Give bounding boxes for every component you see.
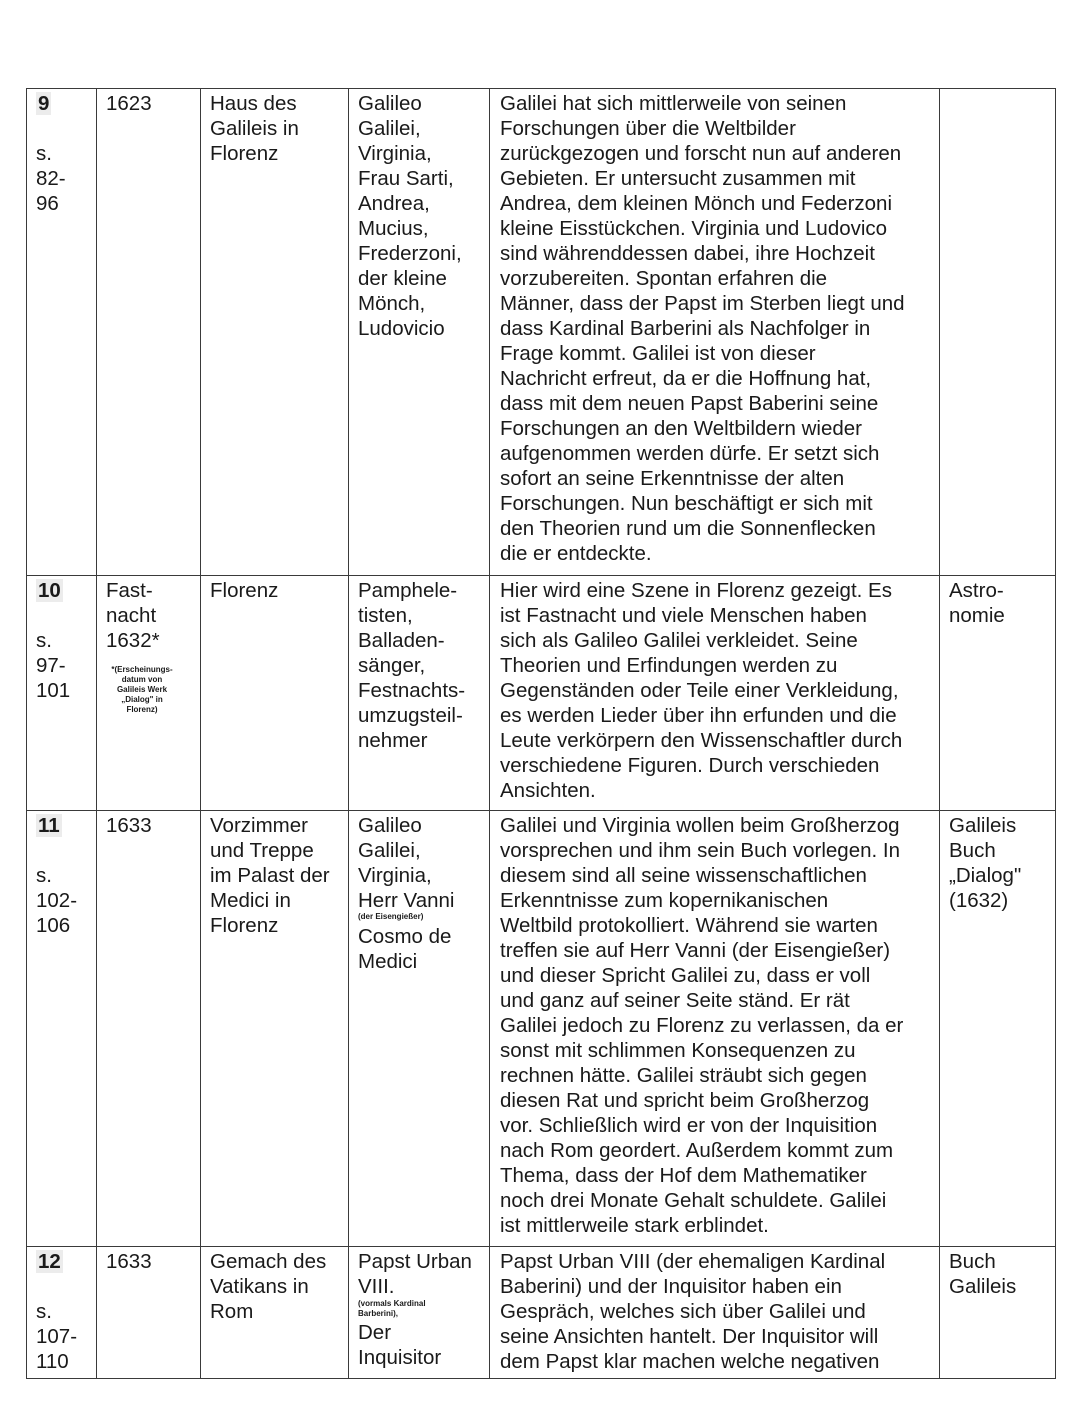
scene-cell [27, 576, 97, 811]
table-row [27, 576, 1056, 811]
scene-number: 11 [38, 814, 60, 837]
page-range: s. 107- 110 [36, 1300, 78, 1373]
scene-cell [27, 811, 97, 1247]
year-cell: 1623 [97, 89, 201, 576]
persons-cell [349, 811, 490, 1247]
scene-number: 10 [38, 579, 61, 602]
topic-cell [940, 89, 1056, 576]
year-footnote: *(Erscheinungs- datum von Galileis Werk „Dialog" in Florenz) [111, 665, 173, 714]
persons-text: Papst Urban VIII. [358, 1250, 472, 1298]
description-cell: Hier wird eine Szene in Florenz gezeigt. Es ist Fastnacht und viele Menschen haben sich als Galileo Galilei verkleidet. Seine Theorien und Erfindungen werden zu Gegenständen oder Teile einer Verkleidung, es werden Lieder über ihn erfunden und die Leute verkörpern den Wissenschaftler durch verschiedene Figuren. Durch verschieden Ansichten. [490, 576, 940, 811]
description-cell: Galilei hat sich mittlerweile von seinen Forschungen über die Weltbilder zurückgezogen und forscht nun auf anderen Gebieten. Er untersucht zusammen mit Andrea, dem kleinen Mönch und Federzoni kleine Eisstückchen. Virginia und Ludovico sind währenddessen dabei, ihre Hochzeit vorzubereiten. Spontan erfahren die Männer, dass der Papst im Sterben liegt und dass Kardinal Barberini als Nachfolger in Frage kommt. Galilei ist von dieser Nachricht erfreut, da er die Hoffnung hat, dass mit dem neuen Papst Baberini seine Forschungen an den Weltbildern wieder aufgenommen werden dürfe. Er setzt sich sofort an seine Erkenntnisse der alten Forschungen. Nun beschäftigt er sich mit den Theorien rund um die Sonnenflecken die er entdeckte. [490, 89, 940, 576]
page-range: s. 97- 101 [36, 629, 71, 702]
scene-cell [27, 89, 97, 576]
description-cell: Galilei und Virginia wollen beim Großherzog vorsprechen und ihm sein Buch vorlegen. In diesem sind all seine wissenschaftlichen Erkenntnisse zum kopernikanischen Weltbild protokolliert. Während sie warten treffen sie auf Herr Vanni (der Eisengießer) und dieser Spricht Galilei zu, dass er voll und ganz auf seiner Seite ständ. Er rät Galilei jedoch zu Florenz zu verlassen, da er sonst mit schlimmen Konsequenzen zu rechnen hätte. Galilei sträubt sich gegen diesen Rat und spricht beim Großherzog vor. Schließlich wird er von der Inquisition nach Rom geordert. Außerdem kommt zum Thema, dass der Hof dem Mathematiker noch drei Monate Gehalt schuldete. Galilei ist mittlerweile stark erblindet. [490, 811, 940, 1247]
place-cell: Gemach des Vatikans in Rom [201, 1247, 349, 1379]
place-cell: Haus des Galileis in Florenz [201, 89, 349, 576]
scene-cell [27, 1247, 97, 1379]
persons-cell: Galileo Galilei, Virginia, Frau Sarti, Andrea, Mucius, Frederzoni, der kleine Mönch, Ludovicio [349, 89, 490, 576]
topic-cell: Astro- nomie [940, 576, 1056, 811]
persons-cell: Pamphele- tisten, Balladen- sänger, Festnachts- umzugsteil- nehmer [349, 576, 490, 811]
page-range: s. 82- 96 [36, 142, 66, 215]
topic-cell: Galileis Buch „Dialog" (1632) [940, 811, 1056, 1247]
persons-note: (der Eisengießer) [358, 912, 424, 921]
table-row [27, 1247, 1056, 1379]
year-cell: 1633 [97, 811, 201, 1247]
year-text: Fast- nacht 1632* [106, 579, 160, 652]
persons-text: Der Inquisitor [358, 1321, 442, 1369]
topic-cell: Buch Galileis [940, 1247, 1056, 1379]
place-cell: Florenz [201, 576, 349, 811]
description-cell: Papst Urban VIII (der ehemaligen Kardinal Baberini) und der Inquisitor haben ein Gespräch, welches sich über Galilei und seine Ansichten hantelt. Der Inquisitor will dem Papst klar machen welche negativen [490, 1247, 940, 1379]
place-cell: Vorzimmer und Treppe im Palast der Medici in Florenz [201, 811, 349, 1247]
scene-number: 9 [38, 92, 50, 115]
scene-number: 12 [38, 1250, 61, 1273]
year-cell [97, 576, 201, 811]
page-range: s. 102- 106 [36, 864, 78, 937]
year-cell: 1633 [97, 1247, 201, 1379]
persons-cell [349, 1247, 490, 1379]
table-row [27, 811, 1056, 1247]
persons-note: (vormals Kardinal Barberini), [358, 1299, 426, 1318]
scene-table [26, 88, 1056, 1379]
table-row [27, 89, 1056, 576]
persons-text: Galileo Galilei, Virginia, Herr Vanni [358, 814, 455, 912]
persons-text: Cosmo de Medici [358, 925, 452, 973]
